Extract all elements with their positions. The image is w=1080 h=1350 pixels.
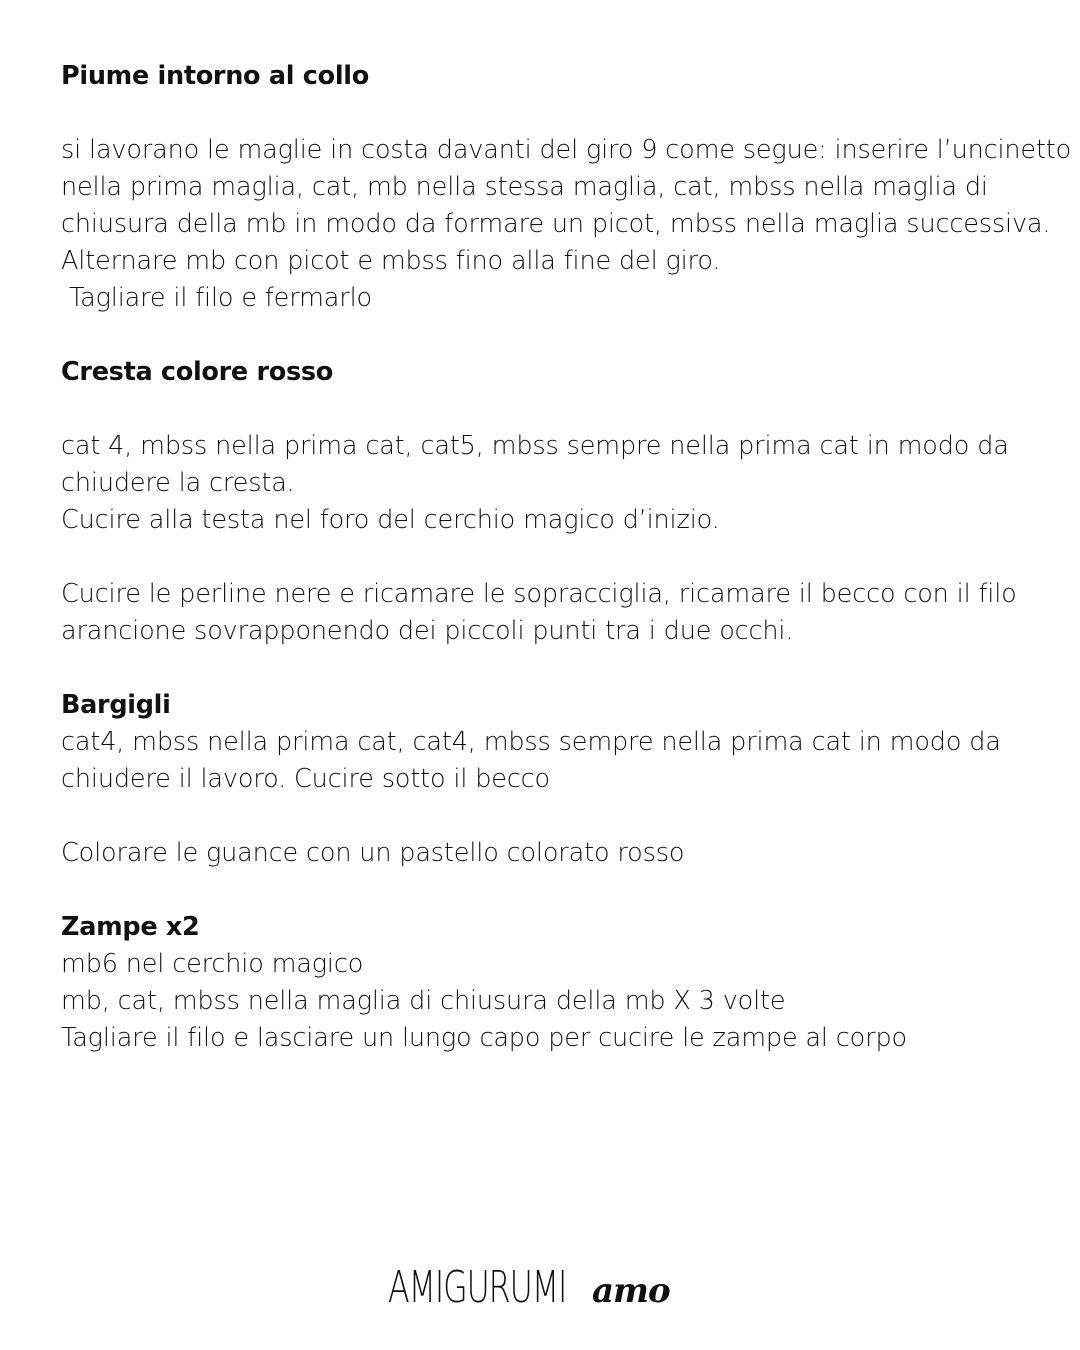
spacer xyxy=(61,95,1041,132)
document-body xyxy=(61,58,1072,1057)
paragraph-line: cat4, mbss nella prima cat, cat4, mbss sempre nella prima cat in modo da xyxy=(61,727,1001,757)
paragraph-line: mb, cat, mbss nella maglia di chiusura della mb X 3 volte xyxy=(61,986,786,1016)
spacer xyxy=(61,391,1041,428)
spacer xyxy=(61,872,1041,909)
paragraph-line: Tagliare il filo e lasciare un lungo capo per cucire le zampe al corpo xyxy=(61,1023,907,1053)
logo-main-text: AMIGURUMI xyxy=(388,1262,567,1313)
paragraph-line: Colorare le guance con un pastello colorato rosso xyxy=(61,838,685,868)
paragraph-line: chiusura della mb in modo da formare un picot, mbss nella maglia successiva. xyxy=(61,209,1051,239)
paragraph-line: si lavorano le maglie in costa davanti del giro 9 come segue: inserire l’uncinetto xyxy=(61,135,1072,165)
section-title-bargigli: Bargigli xyxy=(61,690,171,720)
paragraph-line: cat 4, mbss nella prima cat, cat5, mbss sempre nella prima cat in modo da xyxy=(61,431,1009,461)
paragraph-line: Cucire alla testa nel foro del cerchio magico d’inizio. xyxy=(61,505,720,535)
paragraph-line: nella prima maglia, cat, mb nella stessa maglia, cat, mbss nella maglia di xyxy=(61,172,988,202)
brand-logo xyxy=(388,1262,670,1318)
spacer xyxy=(61,317,1041,354)
section-title-piume: Piume intorno al collo xyxy=(61,61,369,91)
paragraph-line: chiudere il lavoro. Cucire sotto il becco xyxy=(61,764,551,794)
logo-script-text: amo xyxy=(592,1271,670,1311)
spacer xyxy=(61,650,1041,687)
section-title-zampe: Zampe x2 xyxy=(61,912,200,942)
paragraph-line: arancione sovrapponendo dei piccoli punti tra i due occhi. xyxy=(61,616,794,646)
paragraph-line: chiudere la cresta. xyxy=(61,468,295,498)
spacer xyxy=(61,798,1041,835)
paragraph-line: Tagliare il filo e fermarlo xyxy=(61,283,372,313)
paragraph-line: Cucire le perline nere e ricamare le sopracciglia, ricamare il becco con il filo xyxy=(61,579,1017,609)
section-title-cresta: Cresta colore rosso xyxy=(61,357,333,387)
paragraph-line: Alternare mb con picot e mbss fino alla fine del giro. xyxy=(61,246,721,276)
paragraph-line: mb6 nel cerchio magico xyxy=(61,949,364,979)
spacer xyxy=(61,539,1041,576)
